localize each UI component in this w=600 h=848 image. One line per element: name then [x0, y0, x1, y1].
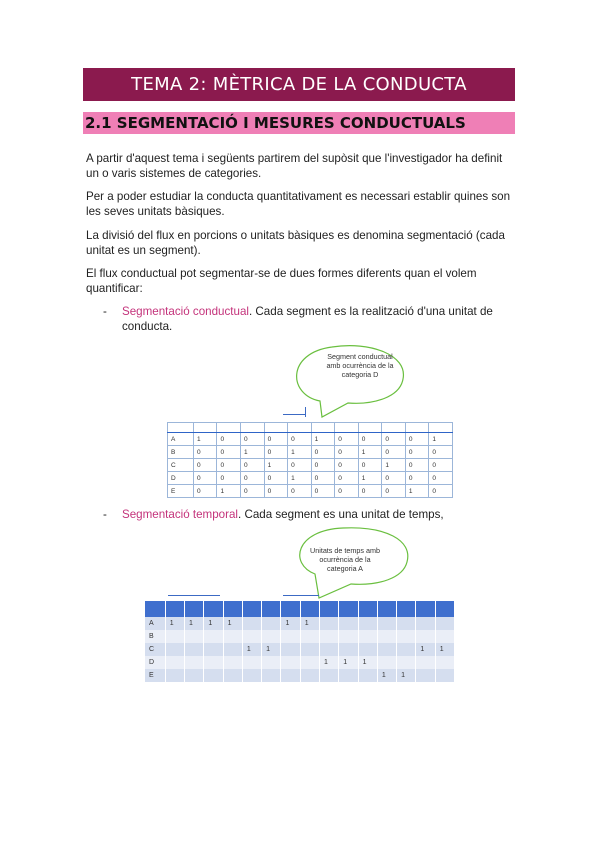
table-cell: 0 — [193, 459, 217, 472]
table-cell: 0 — [358, 485, 382, 498]
table-row — [168, 433, 453, 446]
table-header-cell — [339, 601, 358, 617]
table-cell: 0 — [335, 472, 359, 485]
table-cell — [358, 617, 377, 630]
table-cell: 0 — [335, 485, 359, 498]
table-row — [145, 656, 455, 669]
table-cell: 0 — [405, 446, 429, 459]
bullet-term: Segmentació conductual — [122, 305, 249, 318]
table-cell: 1 — [281, 617, 300, 630]
table-cell — [397, 656, 416, 669]
bullet-term: Segmentació temporal — [122, 508, 238, 521]
bullet-temporal — [103, 507, 519, 522]
table-cell: 0 — [382, 446, 406, 459]
callout-text-2: Unitats de temps amb ocurrència de la categoria A — [310, 546, 380, 573]
table-cell: 0 — [405, 472, 429, 485]
bullet-text: . Cada segment es una unitat de temps, — [238, 508, 444, 521]
table-cell: 0 — [382, 433, 406, 446]
table-cell: 0 — [288, 485, 312, 498]
table-cell: 0 — [264, 485, 288, 498]
table-cell — [320, 617, 339, 630]
table-cell: 0 — [264, 446, 288, 459]
segment-arrow-1 — [283, 414, 305, 415]
conductual-table — [167, 422, 453, 498]
table-cell: C — [145, 643, 165, 656]
table-cell — [185, 669, 204, 682]
table-cell: 0 — [382, 472, 406, 485]
table-cell — [185, 643, 204, 656]
table-cell: 1 — [358, 472, 382, 485]
table-cell: 1 — [429, 433, 453, 446]
table-cell: 0 — [241, 459, 265, 472]
table-cell: 0 — [193, 472, 217, 485]
table-cell — [281, 656, 300, 669]
paragraph-1: A partir d'aquest tema i següents partirem del supòsit que l'investigador ha definit un o varis sistemes de categories. — [86, 152, 503, 180]
table-cell — [358, 630, 377, 643]
bullet-dash: - — [103, 305, 107, 318]
table-header-cell — [320, 601, 339, 617]
table-cell — [377, 630, 396, 643]
table-cell: 0 — [264, 472, 288, 485]
bullet-conductual — [103, 304, 519, 334]
table-header-cell — [281, 601, 300, 617]
table-cell: 0 — [217, 446, 241, 459]
table-cell — [377, 617, 396, 630]
table-cell: 0 — [358, 459, 382, 472]
table-cell: D — [145, 656, 165, 669]
table-header-cell — [397, 601, 416, 617]
table-cell — [165, 630, 184, 643]
table-cell: 1 — [382, 459, 406, 472]
table-header-cell — [145, 601, 165, 617]
table-cell — [435, 617, 454, 630]
table-header-cell — [358, 601, 377, 617]
table-cell — [435, 630, 454, 643]
table-cell — [281, 630, 300, 643]
table-cell: 0 — [429, 472, 453, 485]
table-cell: 1 — [217, 485, 241, 498]
table-cell — [320, 630, 339, 643]
table-cell — [242, 656, 261, 669]
table-header-row — [145, 601, 455, 617]
table-cell: 1 — [193, 433, 217, 446]
table-cell: D — [168, 472, 194, 485]
table-cell: 1 — [185, 617, 204, 630]
paragraph-4: El flux conductual pot segmentar-se de dues formes diferents quan el volem quantificar: — [86, 267, 477, 295]
page-title: TEMA 2: MÈTRICA DE LA CONDUCTA — [83, 68, 515, 101]
table-header-cell — [204, 601, 223, 617]
callout-text-1: Segment conductual amb ocurrència de la categoria D — [326, 352, 394, 379]
table-cell: 1 — [288, 446, 312, 459]
table-cell — [204, 669, 223, 682]
table-cell: 0 — [405, 459, 429, 472]
table-cell — [300, 656, 319, 669]
bullet-dash: - — [103, 508, 107, 521]
table-cell: 0 — [241, 485, 265, 498]
table-cell — [339, 617, 358, 630]
table-cell: 0 — [335, 446, 359, 459]
table-cell: 0 — [311, 446, 335, 459]
table-cell — [300, 643, 319, 656]
table-cell: 1 — [320, 656, 339, 669]
table-cell: 1 — [300, 617, 319, 630]
table-cell: 0 — [193, 446, 217, 459]
table-cell — [358, 423, 382, 433]
table-cell — [405, 423, 429, 433]
table-cell: 1 — [241, 446, 265, 459]
table-cell: 1 — [165, 617, 184, 630]
table-row — [168, 459, 453, 472]
table-cell: 0 — [241, 433, 265, 446]
table-cell — [339, 643, 358, 656]
table-header-cell — [223, 601, 242, 617]
table-cell: 0 — [382, 485, 406, 498]
table-row — [168, 472, 453, 485]
table-cell — [435, 656, 454, 669]
table-cell: 1 — [264, 459, 288, 472]
table-cell: 1 — [223, 617, 242, 630]
table-cell — [264, 423, 288, 433]
table-cell — [288, 423, 312, 433]
table-cell — [204, 630, 223, 643]
table-cell: 1 — [339, 656, 358, 669]
table-cell — [339, 669, 358, 682]
table-cell — [204, 656, 223, 669]
table-row — [145, 617, 455, 630]
table-cell — [185, 656, 204, 669]
table-cell: C — [168, 459, 194, 472]
table-cell — [416, 630, 435, 643]
table-cell: 0 — [335, 433, 359, 446]
table-cell: B — [168, 446, 194, 459]
table-header-cell — [262, 601, 281, 617]
table-header-cell — [300, 601, 319, 617]
table-cell: 0 — [264, 433, 288, 446]
table-cell: 1 — [358, 446, 382, 459]
table-cell: 0 — [193, 485, 217, 498]
table-cell: 1 — [242, 643, 261, 656]
table-cell — [223, 643, 242, 656]
table-cell — [320, 643, 339, 656]
table-cell: B — [145, 630, 165, 643]
table-cell: 0 — [288, 459, 312, 472]
table-cell — [300, 630, 319, 643]
table-cell — [320, 669, 339, 682]
table-cell — [397, 643, 416, 656]
table-cell — [242, 617, 261, 630]
table-cell — [358, 643, 377, 656]
table-cell — [185, 630, 204, 643]
paragraph-2: Per a poder estudiar la conducta quantitativament es necessari establir quines son les seves unitats bàsiques. — [86, 190, 511, 218]
table-row — [168, 485, 453, 498]
table-cell: E — [168, 485, 194, 498]
table-cell — [382, 423, 406, 433]
table-cell: 0 — [358, 433, 382, 446]
table-cell: 0 — [311, 459, 335, 472]
table-row — [145, 669, 455, 682]
time-unit-arrow-2 — [283, 595, 319, 596]
table-cell — [429, 423, 453, 433]
table-cell — [416, 656, 435, 669]
table-cell: 1 — [311, 433, 335, 446]
table-cell — [281, 643, 300, 656]
table-cell: 1 — [288, 472, 312, 485]
table-row — [145, 643, 455, 656]
table-header-cell — [377, 601, 396, 617]
table-cell — [262, 617, 281, 630]
table-cell: 0 — [405, 433, 429, 446]
table-cell: 0 — [311, 472, 335, 485]
table-cell: 0 — [288, 433, 312, 446]
table-cell: A — [168, 433, 194, 446]
table-cell: 0 — [429, 446, 453, 459]
table-header-cell — [185, 601, 204, 617]
table-row — [145, 630, 455, 643]
table-cell: 0 — [217, 459, 241, 472]
table-cell — [377, 643, 396, 656]
table-cell — [165, 643, 184, 656]
table-cell — [416, 617, 435, 630]
table-cell: 1 — [358, 656, 377, 669]
table-cell — [242, 669, 261, 682]
table-cell: 1 — [262, 643, 281, 656]
table-cell: 1 — [204, 617, 223, 630]
table-cell — [223, 669, 242, 682]
table-cell: 0 — [429, 485, 453, 498]
table-cell: A — [145, 617, 165, 630]
table-row — [168, 446, 453, 459]
table-cell: 0 — [429, 459, 453, 472]
table-header-row — [168, 423, 453, 433]
paragraph-3: La divisió del flux en porcions o unitats bàsiques es denomina segmentació (cada unitat es un segment). — [86, 229, 505, 257]
table-cell: 1 — [405, 485, 429, 498]
table-header-cell — [416, 601, 435, 617]
table-cell: 0 — [217, 433, 241, 446]
table-cell: E — [145, 669, 165, 682]
table-cell: 1 — [416, 643, 435, 656]
table-cell — [193, 423, 217, 433]
table-cell — [165, 656, 184, 669]
bullet-text: . Cada segment es la realització d'una unitat de conducta. — [122, 305, 493, 333]
table-cell — [242, 630, 261, 643]
table-cell — [397, 630, 416, 643]
table-cell — [262, 656, 281, 669]
table-cell: 1 — [397, 669, 416, 682]
table-cell — [165, 669, 184, 682]
table-cell — [416, 669, 435, 682]
table-cell: 0 — [241, 472, 265, 485]
segment-tick-1 — [305, 407, 306, 417]
table-header-cell — [242, 601, 261, 617]
time-unit-arrow-1 — [168, 595, 220, 596]
table-cell: 1 — [435, 643, 454, 656]
table-cell — [435, 669, 454, 682]
table-header-cell — [165, 601, 184, 617]
table-cell — [358, 669, 377, 682]
table-cell: 1 — [377, 669, 396, 682]
table-cell — [168, 423, 194, 433]
table-header-cell — [435, 601, 454, 617]
table-cell — [223, 656, 242, 669]
table-cell — [335, 423, 359, 433]
table-cell — [377, 656, 396, 669]
table-cell — [311, 423, 335, 433]
table-cell: 0 — [335, 459, 359, 472]
table-cell — [217, 423, 241, 433]
table-cell — [281, 669, 300, 682]
table-cell — [262, 630, 281, 643]
table-cell: 0 — [217, 472, 241, 485]
table-cell — [339, 630, 358, 643]
table-cell — [262, 669, 281, 682]
table-cell — [204, 643, 223, 656]
table-cell — [397, 617, 416, 630]
table-cell — [241, 423, 265, 433]
section-heading: 2.1 SEGMENTACIÓ I MESURES CONDUCTUALS — [83, 112, 515, 134]
temporal-table — [145, 601, 455, 682]
table-cell: 0 — [311, 485, 335, 498]
table-cell — [300, 669, 319, 682]
table-cell — [223, 630, 242, 643]
